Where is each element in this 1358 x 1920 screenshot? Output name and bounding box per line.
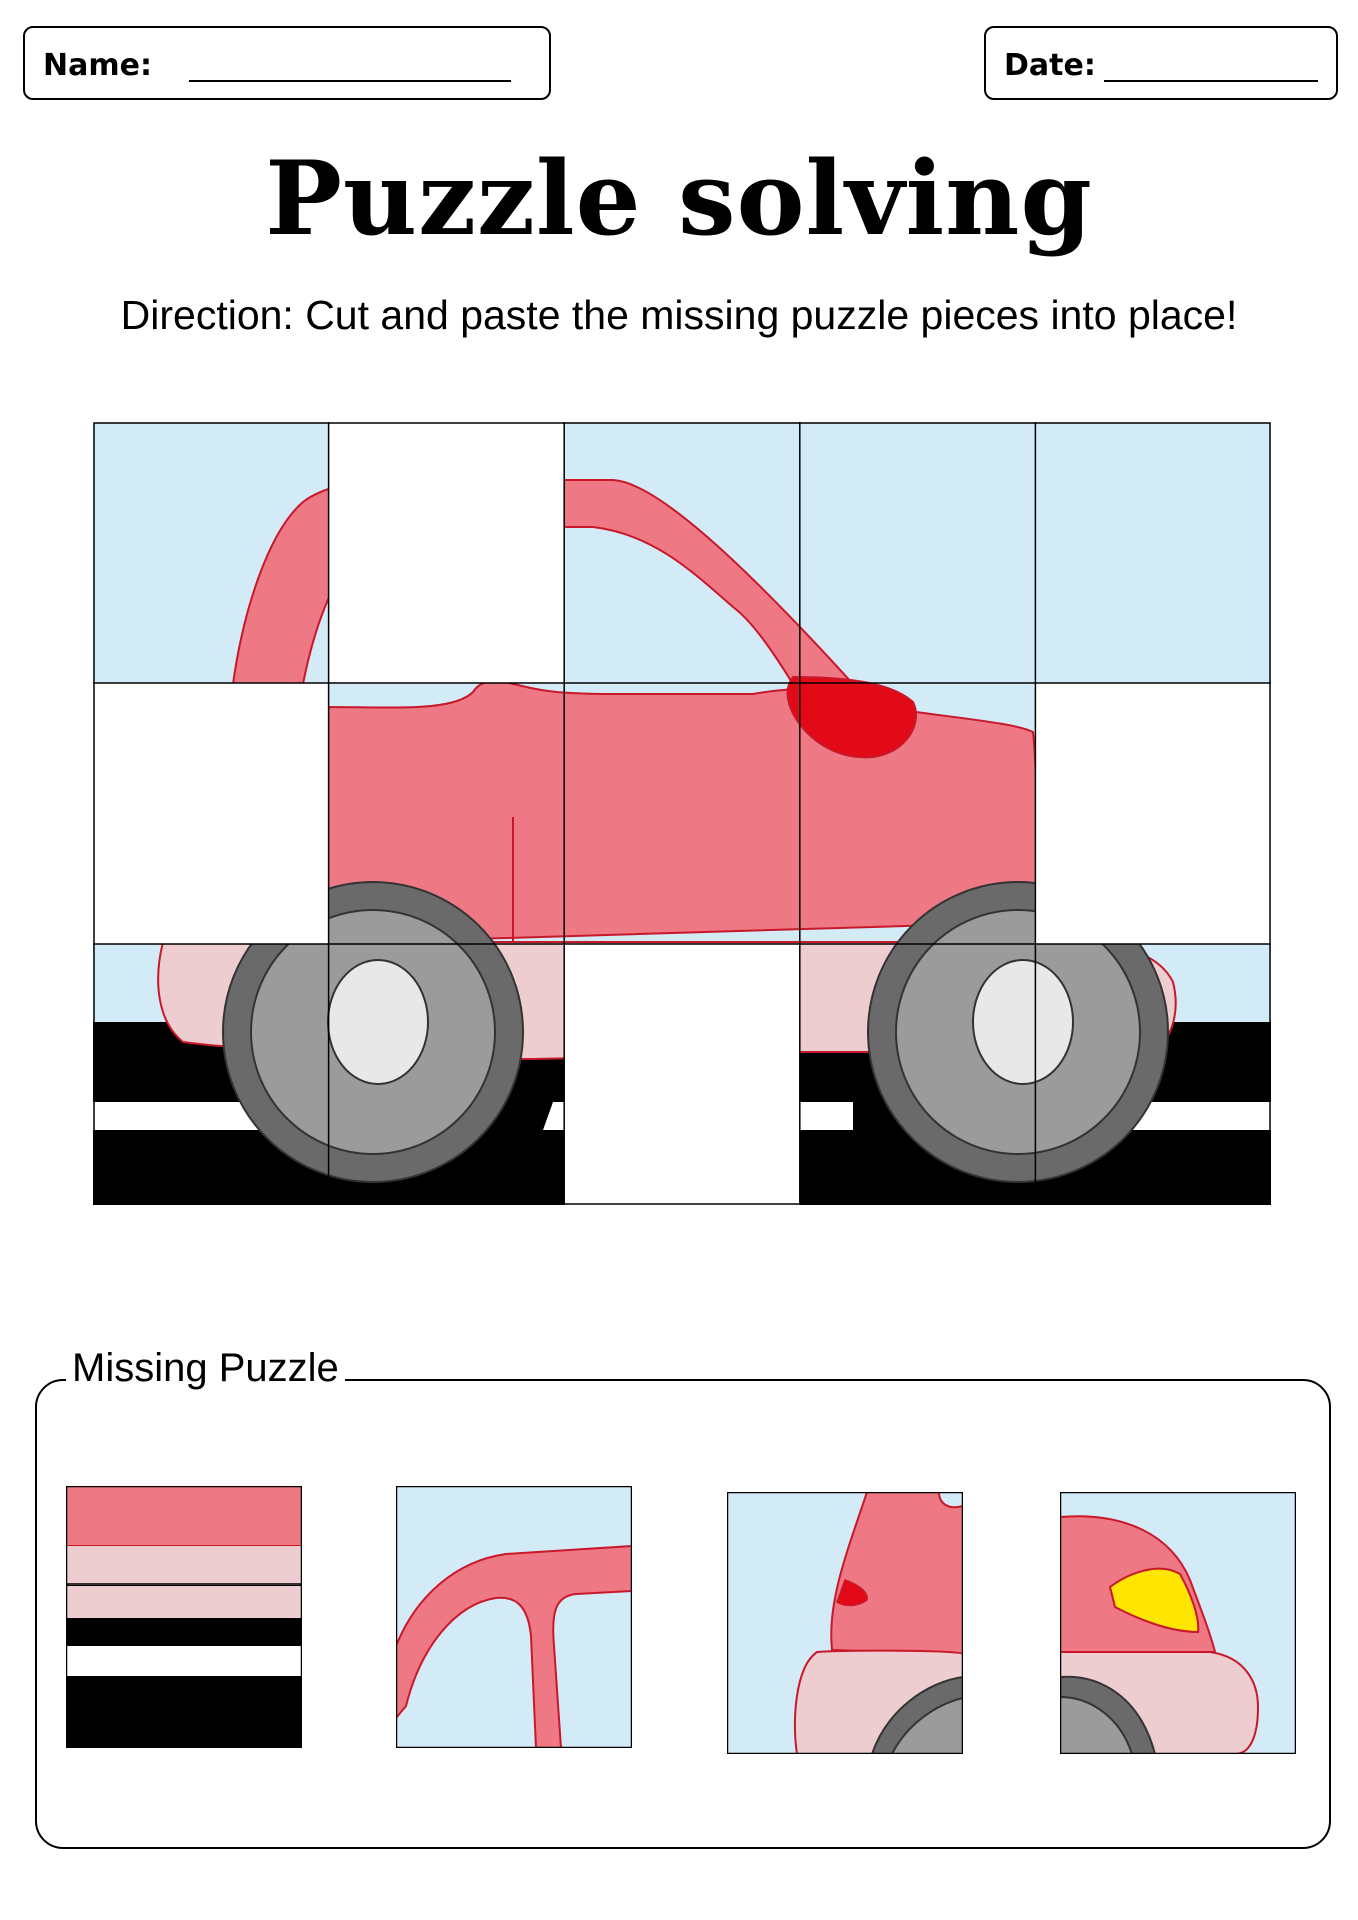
- name-label: Name:: [43, 48, 152, 83]
- missing-puzzle-label: Missing Puzzle: [66, 1346, 345, 1391]
- date-field[interactable]: [984, 26, 1338, 100]
- date-line: [1104, 80, 1318, 82]
- name-line: [189, 80, 511, 82]
- puzzle-board: [93, 422, 1271, 1205]
- name-field[interactable]: [23, 26, 551, 100]
- direction-text: Direction: Cut and paste the missing puzzle pieces into place!: [120, 292, 1238, 338]
- page-title: Puzzle solving: [265, 139, 1093, 259]
- missing-cell: [1035, 683, 1271, 944]
- missing-cell: [564, 944, 800, 1205]
- puzzle-piece-car-side[interactable]: [727, 1492, 963, 1754]
- missing-cell: [93, 683, 329, 944]
- missing-cell: [329, 422, 565, 683]
- date-label: Date:: [1004, 48, 1096, 83]
- puzzle-piece-car-front[interactable]: [1060, 1492, 1296, 1754]
- puzzle-piece-road[interactable]: [66, 1486, 302, 1748]
- puzzle-piece-roof-pillar[interactable]: [396, 1486, 632, 1748]
